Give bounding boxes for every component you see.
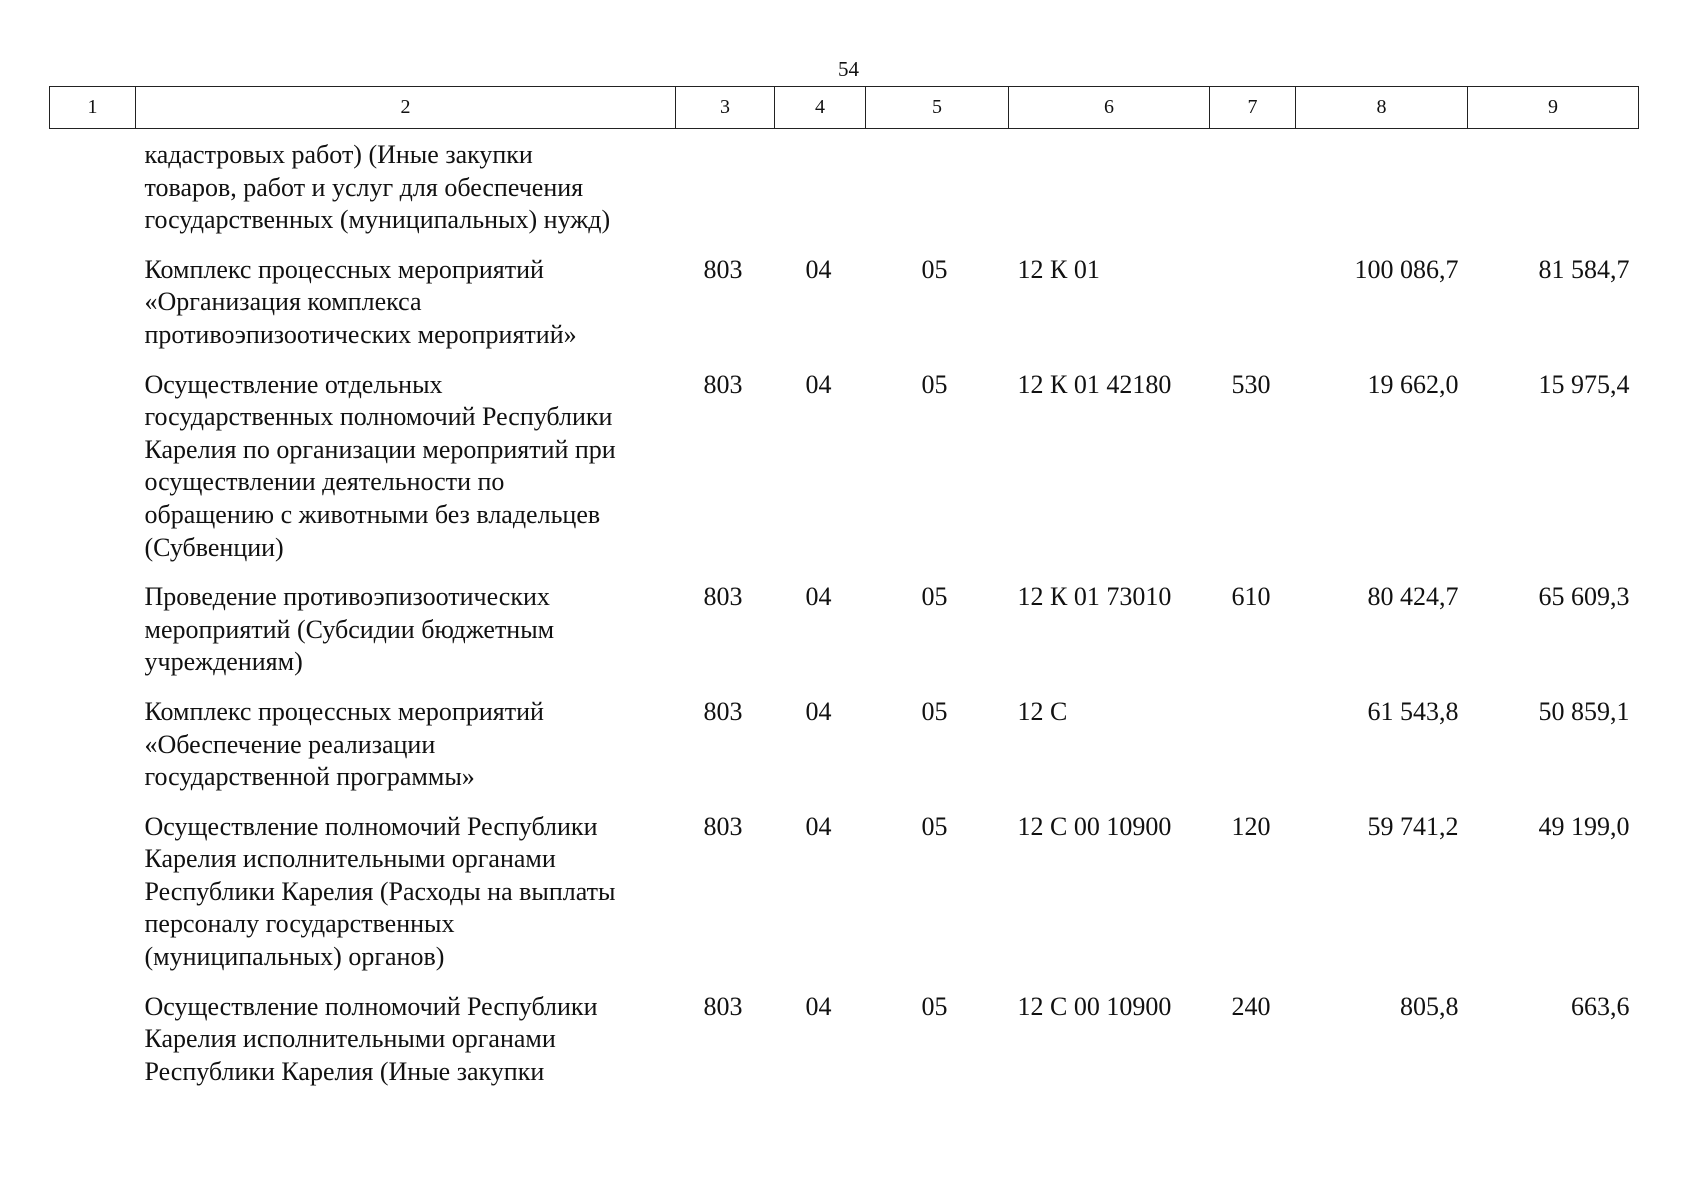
expense-name-cell: [136, 811, 676, 991]
expense-name-line: мероприятий (Субсидии бюджетным: [144, 614, 555, 644]
expense-type-cell: 240: [1231, 991, 1271, 1021]
ministry-code-cell: 803: [703, 811, 743, 841]
subsection-code-cell: 05: [921, 991, 948, 1021]
expense-name-cell: [136, 581, 676, 696]
amount-cell: 65 609,3: [1538, 582, 1630, 612]
expense-name-line: «Обеспечение реализации: [144, 729, 436, 759]
amount-cell: 805,8: [1400, 991, 1459, 1021]
target-article-cell: 12 К 01 73010: [1017, 582, 1172, 612]
column-header-7: 7: [1210, 87, 1296, 129]
amount-cell: 49 199,0: [1538, 811, 1630, 841]
expense-name-line: «Организация комплекса: [144, 287, 422, 317]
expense-name-cell: [136, 129, 676, 254]
page-number: 54: [838, 57, 859, 81]
subsection-code-cell: 05: [921, 811, 948, 841]
expense-name-line: Комплекс процессных мероприятий: [144, 696, 544, 726]
section-code-cell: 04: [805, 811, 832, 841]
subsection-code-cell: 05: [921, 696, 948, 726]
subsection-code-cell: 05: [921, 582, 948, 612]
expense-name-line: Карелия исполнительными органами: [144, 844, 556, 874]
target-article-cell: 12 К 01: [1017, 254, 1100, 284]
row-index-cell: [50, 254, 136, 369]
column-header-3: 3: [676, 87, 775, 129]
subsection-code-cell: 05: [921, 369, 948, 399]
table-row: [50, 696, 1639, 811]
expense-name-line: (муниципальных) органов): [144, 942, 445, 972]
table-row: [50, 129, 1639, 254]
row-index-cell: [50, 811, 136, 991]
column-header-2: 2: [136, 87, 676, 129]
section-code-cell: 04: [805, 696, 832, 726]
expense-name-line: обращению с животными без владельцев: [144, 499, 601, 529]
column-number-row: [50, 87, 1639, 129]
table-row: [50, 991, 1639, 1106]
expense-name-cell: [136, 254, 676, 369]
expense-name-line: учреждениям): [144, 647, 303, 677]
column-header-6: 6: [1009, 87, 1210, 129]
table-body: [50, 129, 1639, 1106]
expense-name-line: Осуществление полномочий Республики: [144, 811, 598, 841]
expense-type-cell: 610: [1231, 582, 1271, 612]
row-index-cell: [50, 369, 136, 582]
ministry-code-cell: 803: [703, 991, 743, 1021]
amount-cell: 15 975,4: [1538, 369, 1630, 399]
expense-name-cell: [136, 696, 676, 811]
expense-type-cell: 120: [1231, 811, 1271, 841]
expense-name-line: Республики Карелия (Иные закупки: [144, 1056, 545, 1086]
amount-cell: 100 086,7: [1354, 254, 1459, 284]
expense-type-cell: [1210, 129, 1296, 254]
column-header-4: 4: [775, 87, 866, 129]
expense-name-line: товаров, работ и услуг для обеспечения: [144, 172, 584, 202]
row-index-cell: [50, 581, 136, 696]
column-header-1: 1: [50, 87, 136, 129]
column-header-9: 9: [1468, 87, 1639, 129]
amount-cell: 80 424,7: [1367, 582, 1459, 612]
section-code-cell: 04: [805, 991, 832, 1021]
expense-type-cell: 530: [1231, 369, 1271, 399]
target-article-cell: [1009, 129, 1210, 254]
ministry-code-cell: 803: [703, 696, 743, 726]
expense-name-line: (Субвенции): [144, 532, 284, 562]
target-article-cell: 12 К 01 42180: [1017, 369, 1172, 399]
expense-name-cell: [136, 991, 676, 1106]
expense-name-line: Республики Карелия (Расходы на выплаты: [144, 876, 616, 906]
table-row: [50, 369, 1639, 582]
expense-name-line: государственных полномочий Республики: [144, 402, 613, 432]
column-header-5: 5: [866, 87, 1009, 129]
expense-name-line: Осуществление отдельных: [144, 369, 443, 399]
row-index-cell: [50, 696, 136, 811]
subsection-code-cell: [866, 129, 1009, 254]
amount-cell: [1468, 129, 1639, 254]
expense-name-line: осуществлении деятельности по: [144, 467, 505, 497]
expense-name-line: Карелия исполнительными органами: [144, 1024, 556, 1054]
amount-cell: 663,6: [1571, 991, 1630, 1021]
expense-type-cell: [1210, 254, 1296, 369]
expense-name-line: Проведение противоэпизоотических: [144, 582, 550, 612]
target-article-cell: 12 С 00 10900: [1017, 991, 1172, 1021]
ministry-code-cell: [676, 129, 775, 254]
table-row: [50, 811, 1639, 991]
ministry-code-cell: 803: [703, 254, 743, 284]
expense-name-line: Осуществление полномочий Республики: [144, 991, 598, 1021]
section-code-cell: [775, 129, 866, 254]
column-header-8: 8: [1296, 87, 1468, 129]
amount-cell: 19 662,0: [1367, 369, 1459, 399]
amount-cell: 50 859,1: [1538, 696, 1630, 726]
amount-cell: 81 584,7: [1538, 254, 1630, 284]
target-article-cell: 12 С 00 10900: [1017, 811, 1172, 841]
expense-name-line: государственной программы»: [144, 762, 475, 792]
expense-name-line: кадастровых работ) (Иные закупки: [144, 140, 533, 169]
expense-name-line: государственных (муниципальных) нужд): [144, 205, 611, 235]
table-row: [50, 581, 1639, 696]
expense-name-line: Карелия по организации мероприятий при: [144, 434, 616, 464]
section-code-cell: 04: [805, 369, 832, 399]
section-code-cell: 04: [805, 254, 832, 284]
amount-cell: 59 741,2: [1367, 811, 1459, 841]
row-index-cell: [50, 129, 136, 254]
expense-name-cell: [136, 369, 676, 582]
expense-name-line: Комплекс процессных мероприятий: [144, 254, 544, 284]
section-code-cell: 04: [805, 582, 832, 612]
ministry-code-cell: 803: [703, 582, 743, 612]
expense-type-cell: [1210, 696, 1296, 811]
subsection-code-cell: 05: [921, 254, 948, 284]
budget-table: [49, 86, 1639, 1105]
table-row: [50, 254, 1639, 369]
expense-name-line: персоналу государственных: [144, 909, 455, 939]
amount-cell: [1296, 129, 1468, 254]
expense-name-line: противоэпизоотических мероприятий»: [144, 319, 577, 349]
amount-cell: 61 543,8: [1367, 696, 1459, 726]
ministry-code-cell: 803: [703, 369, 743, 399]
row-index-cell: [50, 991, 136, 1106]
target-article-cell: 12 С: [1017, 696, 1068, 726]
